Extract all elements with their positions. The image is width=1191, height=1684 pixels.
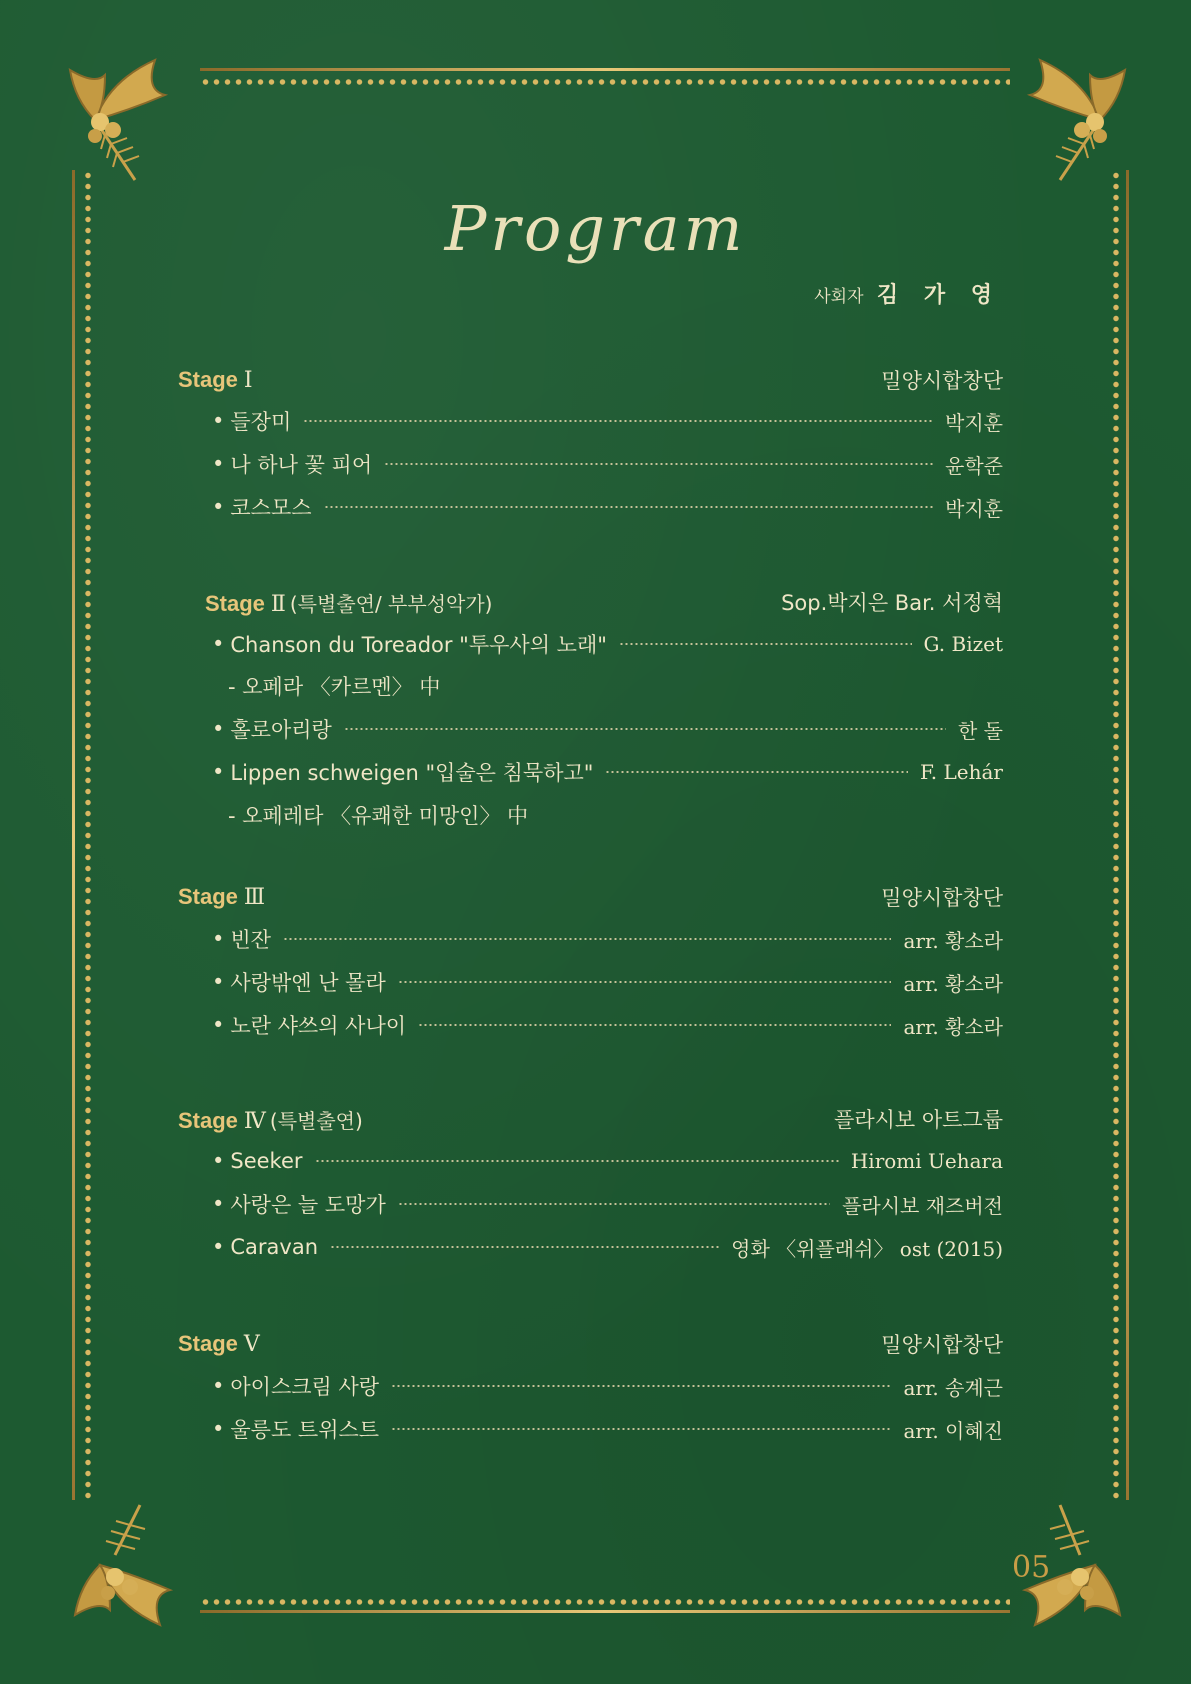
frame-bottom-line <box>200 1610 1010 1613</box>
frame-left-line <box>72 170 75 1500</box>
piece-credit: 한 돌 <box>958 718 1003 743</box>
program-item: • 빈잔 arr. 황소라 <box>212 924 1003 954</box>
holly-icon <box>990 40 1140 190</box>
piece-credit: arr. 황소라 <box>903 971 1003 996</box>
piece-title: 홀로아리랑 <box>230 718 332 742</box>
piece-credit: arr. 이혜진 <box>903 1418 1003 1443</box>
stage-header <box>178 882 1003 912</box>
program-item: • 홀로아리랑 한 돌 <box>212 714 1003 744</box>
piece-credit: F. Lehár <box>920 760 1003 784</box>
stage-performer: 밀양시합창단 <box>881 1333 1003 1357</box>
stage-performer: 밀양시합창단 <box>881 886 1003 910</box>
dot-leader <box>303 420 933 422</box>
frame-bottom-dots <box>200 1598 1010 1606</box>
dot-leader <box>605 771 908 773</box>
program-item: • Lippen schweigen "입술은 침묵하고" F. Lehár <box>212 757 1003 787</box>
piece-subtitle: - 오페라 〈카르멘〉 中 <box>228 675 441 699</box>
program-item: • Chanson du Toreador "투우사의 노래" G. Bizet <box>212 629 1003 659</box>
piece-credit: 윤학준 <box>945 453 1003 478</box>
dot-leader <box>391 1385 891 1387</box>
dot-leader <box>330 1246 719 1248</box>
piece-title: 아이스크림 사랑 <box>230 1375 380 1399</box>
dot-leader <box>418 1024 891 1026</box>
stage-label: Stage Ⅰ <box>178 367 253 393</box>
mc-line <box>814 278 1001 309</box>
mc-label: 사회자 <box>814 287 864 307</box>
dot-leader <box>398 981 892 983</box>
dot-leader <box>398 1203 830 1205</box>
frame-left-dots <box>84 170 92 1500</box>
holly-icon <box>60 1495 210 1645</box>
piece-credit: arr. 황소라 <box>903 928 1003 953</box>
frame-top-line <box>200 68 1010 71</box>
piece-title: 사랑은 늘 도망가 <box>230 1193 386 1217</box>
program-item: • 노란 샤쓰의 사나이 arr. 황소라 <box>212 1010 1003 1040</box>
program-item: • 코스모스 박지훈 <box>212 492 1003 522</box>
stage-header <box>178 1329 1003 1359</box>
piece-title: 노란 샤쓰의 사나이 <box>230 1014 407 1038</box>
page-number: 05 <box>1012 1550 1051 1585</box>
piece-subtitle: - 오페레타 〈유쾌한 미망인〉 中 <box>228 804 529 828</box>
dot-leader <box>324 506 933 508</box>
dot-leader <box>391 1428 891 1430</box>
piece-credit: Hiromi Uehara <box>850 1149 1003 1173</box>
program-item: • Seeker Hiromi Uehara <box>212 1149 1003 1173</box>
stage-header <box>178 1104 1003 1134</box>
page-title: Program <box>444 192 747 265</box>
piece-title: Caravan <box>230 1235 319 1259</box>
stage-header <box>205 587 1003 617</box>
program-item: • 울릉도 트위스트 arr. 이혜진 <box>212 1414 1003 1444</box>
piece-title: 빈잔 <box>230 928 271 952</box>
dot-leader <box>344 728 946 730</box>
frame-right-dots <box>1112 170 1120 1500</box>
piece-credit: G. Bizet <box>923 632 1003 656</box>
dot-leader <box>283 938 892 940</box>
program-item: • 들장미 박지훈 <box>212 406 1003 436</box>
holly-icon <box>985 1495 1135 1645</box>
program-item: • 사랑밖엔 난 몰라 arr. 황소라 <box>212 967 1003 997</box>
piece-title: Chanson du Toreador "투우사의 노래" <box>230 633 607 657</box>
dot-leader <box>619 643 912 645</box>
program-item: • 나 하나 꽃 피어 윤학준 <box>212 449 1003 479</box>
piece-credit: arr. 황소라 <box>903 1014 1003 1039</box>
piece-credit: 박지훈 <box>945 496 1003 521</box>
dot-leader <box>315 1160 839 1162</box>
piece-title: Seeker <box>230 1149 303 1173</box>
stage-label: Stage Ⅲ <box>178 884 266 910</box>
holly-icon <box>55 40 205 190</box>
piece-title: 사랑밖엔 난 몰라 <box>230 971 386 995</box>
piece-title: 나 하나 꽃 피어 <box>230 453 373 477</box>
stage-performer: 플라시보 아트그룹 <box>834 1108 1003 1132</box>
program-item: • Caravan 영화 〈위플래쉬〉 ost (2015) <box>212 1232 1003 1262</box>
piece-credit: 플라시보 재즈버전 <box>842 1193 1003 1218</box>
piece-title: 코스모스 <box>230 496 312 520</box>
piece-title: Lippen schweigen "입술은 침묵하고" <box>230 761 594 785</box>
piece-credit: 박지훈 <box>945 410 1003 435</box>
mc-name: 김 가 영 <box>876 283 1001 308</box>
stage-performer: Sop.박지은 Bar. 서정혁 <box>781 591 1003 615</box>
dot-leader <box>384 463 933 465</box>
piece-title: 들장미 <box>230 410 292 434</box>
frame-right-line <box>1126 170 1129 1500</box>
frame-top-dots <box>200 78 1010 86</box>
program-item: • 사랑은 늘 도망가 플라시보 재즈버전 <box>212 1189 1003 1219</box>
stage-label: Stage Ⅱ (특별출연/ 부부성악가) <box>205 590 493 617</box>
piece-credit: arr. 송계근 <box>903 1375 1003 1400</box>
stage-label: Stage Ⅴ <box>178 1331 260 1357</box>
stage-performer: 밀양시합창단 <box>881 369 1003 393</box>
program-item: • 아이스크림 사랑 arr. 송계근 <box>212 1371 1003 1401</box>
piece-credit: 영화 〈위플래쉬〉 ost (2015) <box>731 1236 1003 1261</box>
stage-header <box>178 365 1003 395</box>
stage-label: Stage Ⅳ (특별출연) <box>178 1107 363 1134</box>
piece-title: 울릉도 트위스트 <box>230 1418 380 1442</box>
